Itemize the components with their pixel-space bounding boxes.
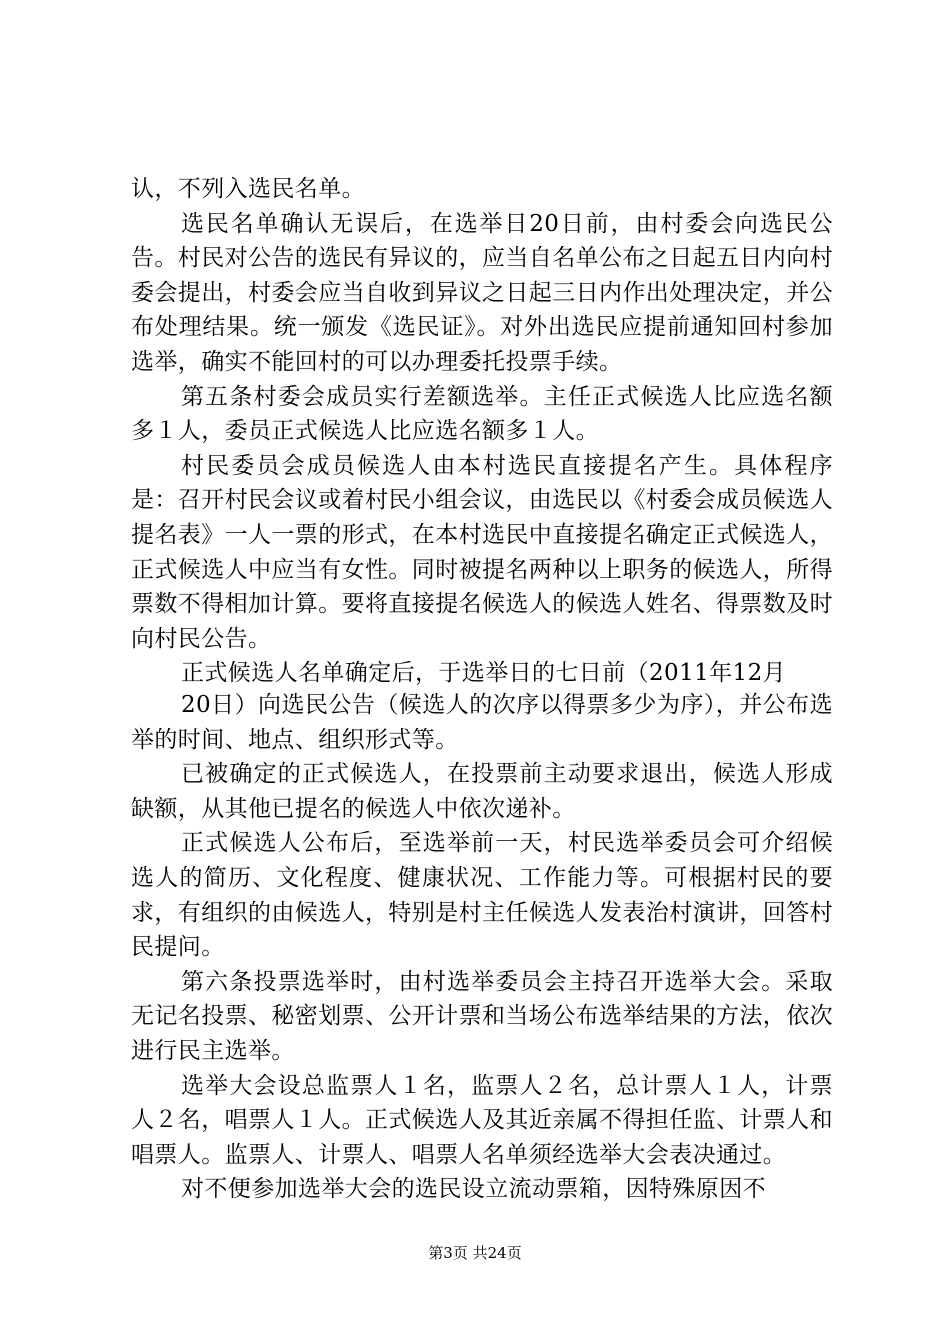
body-text-lower xyxy=(131,688,833,1207)
paragraph-candidate-list-date: 正式候选人名单确定后，于选举日的七日前（2011年12月 xyxy=(181,660,786,687)
body-text-upper xyxy=(131,172,833,691)
paragraph-article-6: 第六条投票选举时，由村选举委员会主持召开选举大会。采取无记名投票、秘密划票、公开计票和当场公布选举结果的方法，依次进行民主选举。 xyxy=(131,968,833,1064)
paragraph-announcement-order: 20日）向选民公告（候选人的次序以得票多少为序），并公布选举的时间、地点、组织形式等。 xyxy=(131,692,833,753)
page-number-footer: 第3页 共24页 xyxy=(428,1244,522,1262)
paragraph-article-5: 第五条村委会成员实行差额选举。主任正式候选人比应选名额多１人，委员正式候选人比应选名额多１人。 xyxy=(131,383,833,445)
paragraph-candidate-introduction: 正式候选人公布后，至选举前一天，村民选举委员会可介绍候选人的简历、文化程度、健康状况、工作能力等。可根据村民的要求，有组织的由候选人，特别是村主任候选人发表治村演讲，回答村民提问。 xyxy=(131,830,833,961)
paragraph-candidate-nomination: 村民委员会成员候选人由本村选民直接提名产生。具体程序是：召开村民会议或着村民小组会议，由选民以《村委会成员候选人提名表》一人一票的形式，在本村选民中直接提名确定正式候选人，正式候选人中应当有女性。同时被提名两种以上职务的候选人，所得票数不得相加计算。要将直接提名候选人的候选人姓名、得票数及时向村民公告。 xyxy=(131,452,833,652)
paragraph-continuation: 认，不列入选民名单。 xyxy=(131,176,365,202)
paragraph-vote-supervisors: 选举大会设总监票人１名，监票人２名，总计票人１人，计票人２名，唱票人１人。正式候选人及其近亲属不得担任监、计票人和唱票人。监票人、计票人、唱票人名单须经选举大会表决通过。 xyxy=(131,1072,833,1168)
paragraph-voter-list-announcement: 选民名单确认无误后，在选举日20日前，由村委会向选民公告。村民对公告的选民有异议的，应当自名单公布之日起五日内向村委会提出，村委会应当自收到异议之日起三日内作出处理决定，并公布处理结果。统一颁发《选民证》。对外出选民应提前通知回村参加选举，确实不能回村的可以办理委托投票手续。 xyxy=(131,210,833,375)
paragraph-mobile-ballot-box: 对不便参加选举大会的选民设立流动票箱，因特殊原因不 xyxy=(181,1176,766,1203)
paragraph-candidate-withdrawal: 已被确定的正式候选人，在投票前主动要求退出，候选人形成缺额，从其他已提名的候选人中依次递补。 xyxy=(131,761,833,822)
